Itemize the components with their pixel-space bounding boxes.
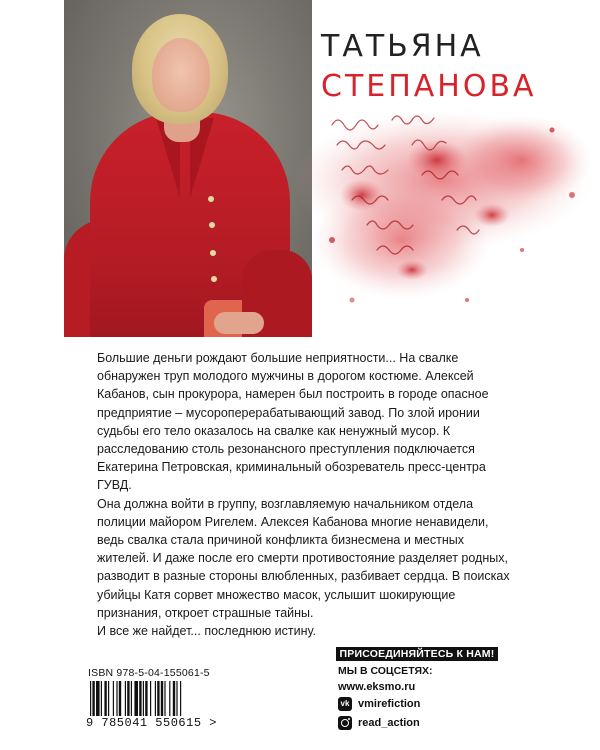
author-photo <box>64 0 312 337</box>
author-first-name: ТАТЬЯНА <box>321 29 484 64</box>
isbn-label: ISBN 978-5-04-155061-5 <box>88 667 210 679</box>
annotation-paragraph: Она должна войти в группу, возглавляемую начальником отдела полиции майором Ригелем. Алексея Кабанова многие ненавидели, ведь свалка стала причиной конфликта бизнесмена и местных жителей. И даже после его смерти противостояние разделяет родных, разводит в разные стороны влюбленных, разбивает сердца. В поисках убийцы Катя сорвет множество масок, услышит шокирующие признания, откроет страшные тайны. <box>97 496 510 620</box>
annotation-paragraph: Большие деньги рождают большие неприятности... На свалке обнаружен труп молодого мужчины в дорогом костюме. Алексей Кабанов, сын прокурора, намерен был построить в городе опасное предприятие – мусороперерабатывающий завод. По злой иронии судьбы его тело оказалось на свалке как ненужный мусор. К расследованию столь резонансного преступления подключается Екатерина Петровская, криминальный обозреватель пресс-центра ГУВД. <box>97 351 489 493</box>
instagram-link[interactable] <box>338 716 420 730</box>
book-annotation <box>97 349 517 640</box>
barcode-bar <box>96 681 100 719</box>
barcode-bar <box>127 681 129 719</box>
barcode-bar <box>108 681 109 719</box>
barcode-bar <box>173 681 175 719</box>
instagram-icon <box>338 716 352 730</box>
barcode-bar <box>180 681 181 719</box>
barcode-bar <box>116 681 117 719</box>
barcode-bar <box>104 681 106 719</box>
barcode-digits: 9 785041 550615 > <box>86 716 251 730</box>
author-last-name: СТЕПАНОВА <box>321 69 537 104</box>
vk-icon: vk <box>338 697 352 711</box>
vk-link[interactable] <box>338 697 420 711</box>
barcode-bar <box>143 681 144 719</box>
social-title: МЫ В СОЦСЕТЯХ: <box>338 665 433 677</box>
instagram-handle: read_action <box>358 717 420 729</box>
barcode-bar <box>131 681 132 719</box>
barcode-bar <box>113 681 114 719</box>
barcode-bar <box>134 681 138 719</box>
barcode-bar <box>145 681 147 719</box>
annotation-paragraph: И все же найдет... последнюю истину. <box>97 624 316 639</box>
barcode-bar <box>101 681 102 719</box>
vk-handle: vmirefiction <box>358 698 421 710</box>
barcode-bar <box>125 681 126 719</box>
barcode-bar <box>139 681 141 719</box>
join-us-banner: ПРИСОЕДИНЯЙТЕСЬ К НАМ! <box>336 647 498 661</box>
website-link[interactable]: www.eksmo.ru <box>338 681 416 693</box>
blood-splatter-decoration <box>292 100 600 335</box>
barcode-bar <box>157 681 159 719</box>
barcode-bar <box>150 681 151 719</box>
barcode-bar <box>119 681 121 719</box>
barcode-bar <box>176 681 177 719</box>
barcode-bar <box>161 681 163 719</box>
barcode-bar <box>155 681 156 719</box>
